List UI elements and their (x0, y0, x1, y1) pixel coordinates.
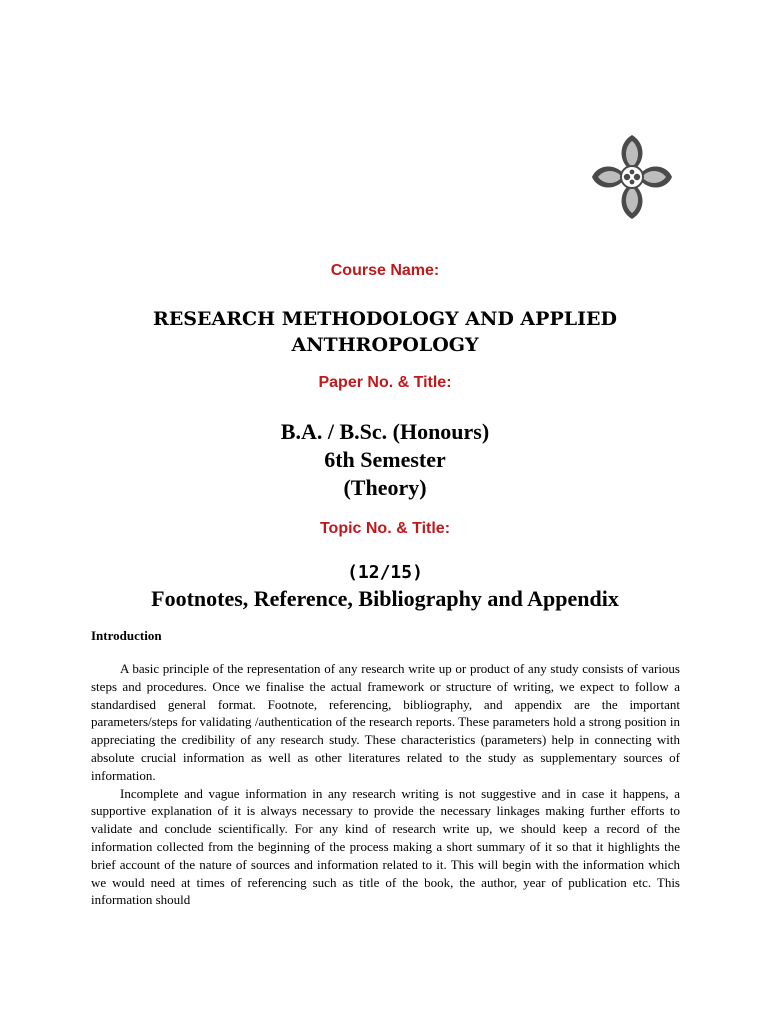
course-name-label: Course Name: (330, 262, 440, 279)
paragraph-2: Incomplete and vague information in any research writing is not suggestive and in case it happens, a supportive explanation of it is always necessary to provide the necessary linkages making further efforts to validate and conclude scientifically. For any kind of research write up, we should keep a record of the information collected from the beginning of the process making a short summary of it so that it highlights the brief account of the nature of sources and information related to it. This will begin with the information which we would need at times of referencing such as title of the book, the author, year of publication etc. This information should (91, 785, 680, 908)
course-title-line2: ANTHROPOLOGY (291, 334, 479, 356)
paper-title-line3: (Theory) (343, 475, 427, 500)
body-text (91, 660, 680, 909)
topic-number: (12/15) (347, 562, 423, 583)
topic-title: Footnotes, Reference, Bibliography and Appendix (151, 586, 619, 611)
paragraph-1: A basic principle of the representation of any research write up or product of any study consists of various steps and procedures. Once we finalise the actual framework or structure of writing, we expect to follow a standardised general format. Footnote, referencing, bibliography, and appendix are the important parameters/steps for validating /authentication of the research reports. These parameters hold a strong position in appreciating the credibility of any research study. These characteristics (parameters) help in connecting with absolute crucial information as well as other literatures related to the study as supplementary sources of information. (91, 661, 680, 783)
course-title (0, 306, 770, 358)
course-title-line1: RESEARCH METHODOLOGY AND APPLIED (153, 308, 617, 330)
section-heading: Introduction (91, 628, 162, 643)
paper-title-line2: 6th Semester (324, 447, 446, 472)
quatrefoil-logo-icon (590, 133, 674, 221)
paper-label: Paper No. & Title: (318, 374, 452, 391)
paper-title-line1: B.A. / B.Sc. (Honours) (280, 419, 490, 444)
topic-label: Topic No. & Title: (319, 520, 451, 537)
paper-title (0, 418, 770, 502)
